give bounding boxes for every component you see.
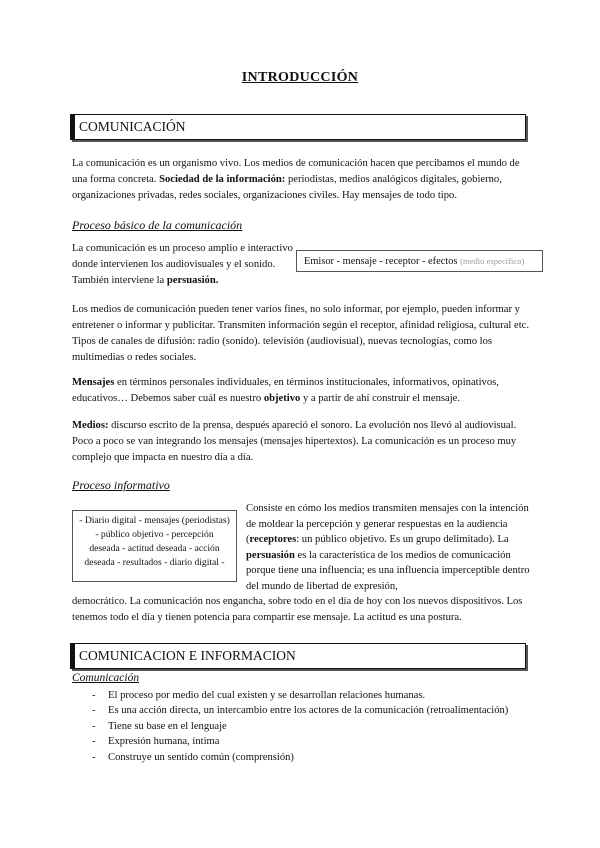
medios-paragraph (72, 418, 530, 466)
process-bold-persuasion: persuasión. (166, 275, 219, 286)
subheading-proceso-basico: Proceso básico de la comunicación (72, 218, 243, 232)
info-text-1: Consiste en cómo los medios transmiten mensajes con la intención de moldear la percepción y generar respuestas en la audiencia ( (246, 503, 529, 546)
list-item: - Expresión humana, íntima (72, 734, 512, 749)
mensajes-text-2: y a partir de ahí construir el mensaje. (300, 393, 461, 404)
info-continuation: democrático. La comunicación nos engancha, sobre todo en el día de hoy con los nuevos dispositivos. Los tenemos todo el día y tienen potencia para compartir ese mensaje. La actitud es una postura. (72, 596, 523, 623)
process-box (296, 250, 543, 272)
process-text: La comunicación es un proceso amplio e interactivo donde intervienen los audiovisuales y el sonido. También interviene la (72, 243, 293, 286)
mensajes-bold-objetivo: objetivo (263, 393, 301, 404)
info-bold-persuasion: persuasión (246, 549, 295, 561)
page-title: INTRODUCCIÓN (241, 70, 359, 85)
subheading-comunicacion: Comunicación (72, 672, 140, 684)
section-heading-comunicacion: COMUNICACIÓN (70, 114, 526, 140)
list-item: - Es una acción directa, un intercambio entre los actores de la comunicación (retroalimentación) (72, 703, 512, 718)
info-text-2: : un público objetivo. Es un grupo delimitado). La (296, 534, 509, 546)
process-box-note: (medio específico) (460, 256, 525, 266)
list-item: - El proceso por medio del cual existen y se desarrollan relaciones humanas. (72, 688, 512, 703)
section-heading-comunicacion-informacion: COMUNICACION E INFORMACION (70, 643, 526, 669)
info-text-3: es la característica de los medios de comunicación porque tiene una influencia; es una influencia imperceptible dentro del mundo de libertad de expresión, (246, 549, 530, 592)
medios-text: discurso escrito de la prensa, después apareció el sonoro. La evolución nos llevó al audiovisual. Poco a poco se van integrando los mensajes (mensajes hipertextos). La comunicación es un proceso muy complejo que impacta en nuestro día a día. (72, 420, 517, 463)
subheading-proceso-informativo: Proceso informativo (72, 478, 170, 492)
comunicacion-list-wrap (72, 688, 512, 765)
intro-text-2: periodistas, medios analógicos digitales, gobierno, organizaciones privadas, redes sociales, organizaciones civiles. Hay mensajes de todo tipo. (72, 174, 502, 201)
list-item: - Construye un sentido común (comprensión) (72, 750, 512, 765)
info-paragraph (246, 501, 530, 595)
comunicacion-list (72, 688, 512, 765)
mensajes-paragraph (72, 375, 530, 407)
media-paragraph: Los medios de comunicación pueden tener varios fines, no solo informar, por ejemplo, pueden informar y entretener o informar y publicitar. Transmiten información según el receptor, afinidad religiosa, cultural etc. Tipos de canales de difusión: radio (sonido). televisión (audiovisual), nuevas tecnologías, como los multimedias o redes sociales. (72, 304, 530, 363)
process-box-main: Emisor - mensaje - receptor - efectos (304, 256, 461, 267)
medios-bold: Medios: (72, 420, 109, 431)
info-box: - Diario digital - mensajes (periodistas) - público objetivo - percepción deseada - actitud deseada - acción deseada - resultados - diario digital - (72, 510, 237, 582)
process-paragraph (72, 241, 294, 289)
mensajes-text-1: en términos personales individuales, en términos institucionales, informativos, opinativos, educativos… Debemos saber cuál es nuestro (72, 377, 499, 404)
intro-paragraph (72, 156, 530, 204)
intro-text-1: La comunicación es un organismo vivo. Los medios de comunicación hacen que percibamos el mundo de una forma concreta. (72, 158, 520, 185)
list-item: - Tiene su base en el lenguaje (72, 719, 512, 734)
mensajes-bold: Mensajes (72, 377, 115, 388)
intro-bold-sociedad: Sociedad de la información: (159, 174, 286, 185)
info-bold-receptores: receptores (249, 534, 297, 546)
